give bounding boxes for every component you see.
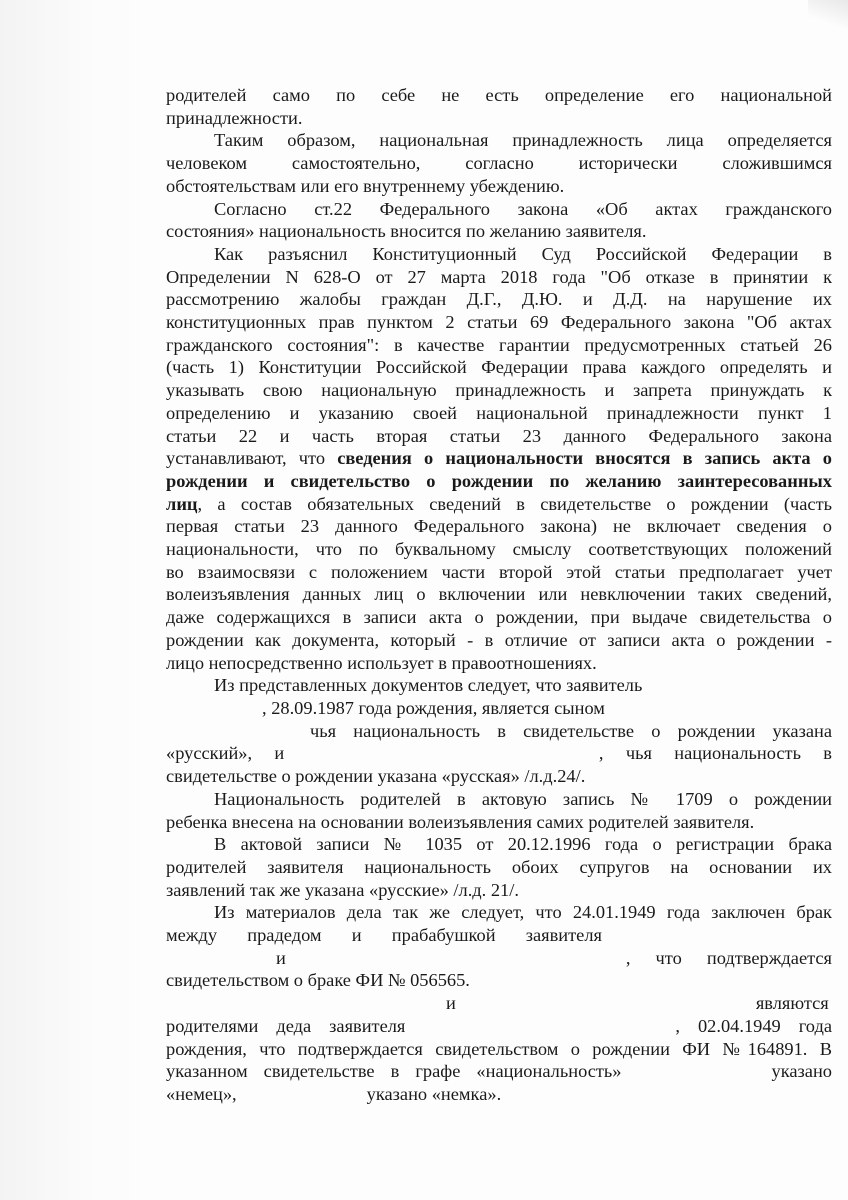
text-line: заявлений так же указана «русские» /л.д. 21/.: [166, 879, 519, 900]
text-line: ребенка внесена на основании волеизъявления самих родителей заявителя.: [166, 811, 755, 832]
text-line: обстоятельствам или его внутреннему убеждению.: [166, 175, 565, 196]
text-line: родителей само по себе не есть определение его национальной: [166, 85, 832, 105]
text-run: родителями деда заявителя: [166, 1015, 406, 1036]
scan-margin-shadow: [0, 0, 140, 1200]
text-line: статьи 22 и часть вторая статьи 23 данного Федерального закона: [166, 425, 832, 446]
text-run: и: [276, 947, 286, 968]
text-run: и: [446, 993, 456, 1014]
bold-text-run: сведения о национальности вносятся в запись акта о: [337, 448, 832, 469]
text-line: во взаимосвязи с положением части второй этой статьи предполагает учет: [166, 561, 832, 582]
paragraph-1: [166, 84, 832, 129]
text-line: [166, 493, 832, 516]
text-line: [166, 947, 832, 970]
text-line: [166, 1083, 832, 1106]
paragraph-5: [166, 674, 832, 788]
text-run: , что подтверждается: [625, 947, 832, 968]
text-line: чья национальность в свидетельстве о рождении указана: [310, 720, 832, 741]
document-body: [166, 84, 832, 1106]
text-line: принадлежности.: [166, 107, 303, 128]
text-line: [166, 1015, 832, 1038]
text-run: являются: [755, 993, 829, 1014]
text-line: национальности, что по буквальному смыслу соответствующих положений: [166, 539, 832, 560]
scan-corner-shadow: [808, 0, 848, 30]
paragraph-4: [166, 243, 832, 674]
paragraph-8: [166, 901, 832, 992]
text-line: Как разъяснил Конституционный Суд Российской Федерации в: [214, 243, 832, 264]
text-run: указано «немка».: [366, 1083, 502, 1104]
text-line: свидетельстве о рождении указана «русская» /л.д.24/.: [166, 766, 586, 787]
bold-text-run: лиц: [166, 493, 198, 514]
text-line: конституционных прав пунктом 2 статьи 69 Федерального закона "Об актах: [166, 312, 832, 333]
text-line: человеком самостоятельно, согласно исторически сложившимся: [166, 153, 832, 174]
bold-text-line: рождении и свидетельство о рождении по желанию заинтересованных: [166, 470, 832, 491]
text-run: «немец»,: [166, 1083, 237, 1104]
text-line: определению и указанию своей национальной принадлежности пункт 1: [166, 402, 832, 423]
text-line: , 28.09.1987 года рождения, является сыном: [262, 697, 605, 718]
paragraph-3: [166, 198, 832, 243]
text-line: Таким образом, национальная принадлежность лица определяется: [214, 130, 832, 151]
text-line: Из представленных документов следует, что заявитель: [214, 675, 643, 696]
text-line: [166, 742, 832, 765]
text-line: свидетельством о браке ФИ № 056565.: [166, 970, 470, 991]
text-run: «русский»,: [166, 743, 253, 764]
text-line: родителей заявителя национальность обоих супругов на основании их: [166, 856, 832, 877]
text-line: рассмотрению жалобы граждан Д.Г., Д.Ю. и Д.Д. на нарушение их: [166, 289, 832, 310]
text-run: , чья национальность в: [598, 743, 832, 764]
text-line: Национальность родителей в актовую запись № 1709 о рождении: [214, 788, 832, 809]
text-run: , 02.04.1949 года: [675, 1015, 832, 1036]
text-line: состояния» национальность вносится по желанию заявителя.: [166, 221, 647, 242]
text-line: (часть 1) Конституции Российской Федерации права каждого определять и: [166, 357, 832, 378]
text-line: между прадедом и прабабушкой заявителя: [166, 925, 602, 946]
text-line: В актовой записи № 1035 от 20.12.1996 года о регистрации брака: [214, 834, 832, 855]
text-run: указано: [771, 1061, 832, 1082]
text-line: гражданского состояния": в качестве гарантии предусмотренных статьей 26: [166, 334, 832, 355]
text-run: устанавливают, что: [166, 448, 338, 469]
paragraph-6: [166, 788, 832, 833]
text-line: рождении как документа, который - в отличие от записи акта о рождении -: [166, 629, 832, 650]
paragraph-7: [166, 833, 832, 901]
text-line: лицо непосредственно использует в правоотношениях.: [166, 652, 597, 673]
text-line: волеизъявления данных лиц о включении или невключении таких сведений,: [166, 584, 832, 605]
text-line: указывать свою национальную принадлежность и запрета принуждать к: [166, 380, 832, 401]
paragraph-9: [166, 992, 832, 1106]
text-line: даже содержащихся в записи акта о рождении, при выдаче свидетельства о: [166, 607, 832, 628]
text-run: и: [274, 743, 285, 764]
text-line: первая статьи 23 данного Федерального закона) не включает сведения о: [166, 516, 832, 537]
text-line: Согласно ст.22 Федерального закона «Об актах гражданского: [214, 198, 832, 219]
text-line: [166, 1060, 832, 1083]
text-line: Из материалов дела так же следует, что 24.01.1949 года заключен брак: [214, 902, 832, 923]
text-line: рождения, что подтверждается свидетельством о рождении ФИ №164891. В: [166, 1038, 832, 1059]
text-run: , а состав обязательных сведений в свидетельстве о рождении (часть: [197, 493, 832, 514]
text-line: [166, 447, 832, 470]
text-line: [166, 992, 832, 1015]
text-run: указанном свидетельстве в графе «национальность»: [166, 1061, 622, 1082]
text-line: Определении N 628-О от 27 марта 2018 года "Об отказе в принятии к: [166, 266, 832, 287]
paragraph-2: [166, 129, 832, 197]
